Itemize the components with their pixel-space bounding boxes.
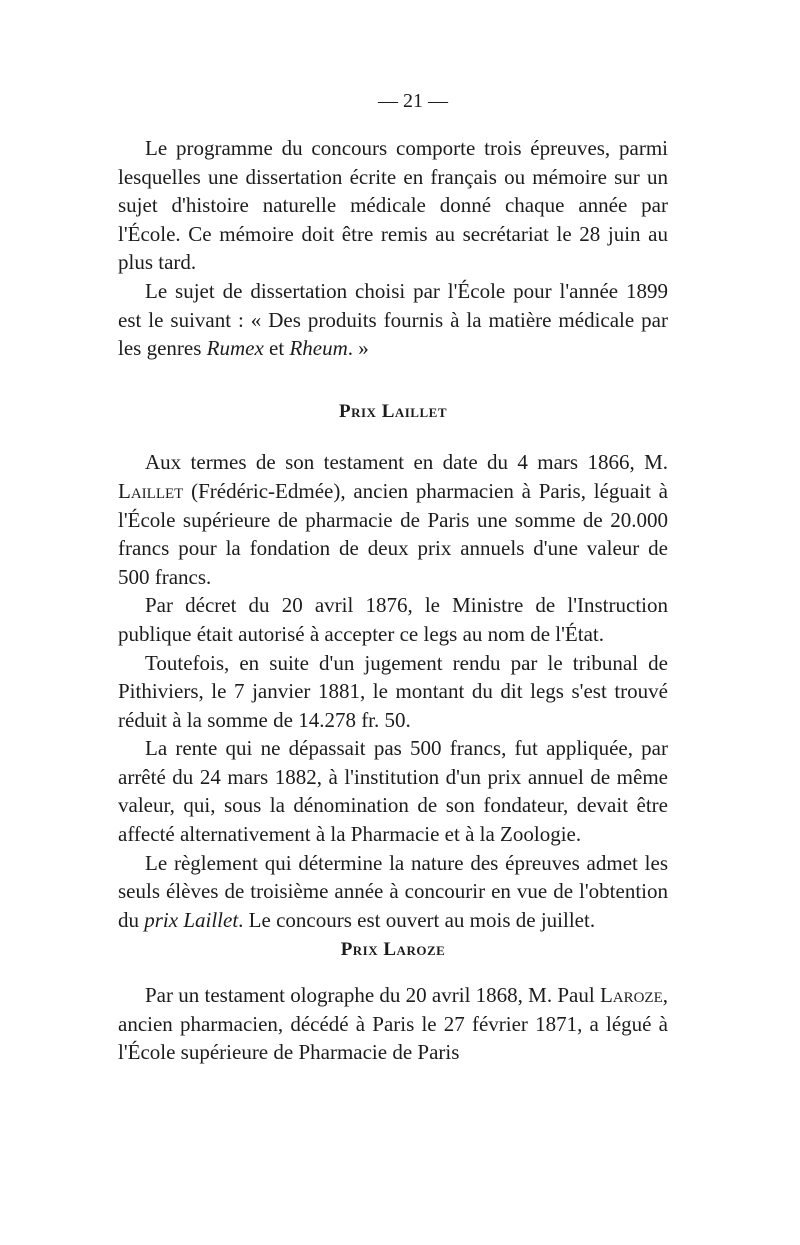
laroze-name: Laroze <box>599 983 663 1008</box>
laillet-paragraph-1-start: Aux termes de son testament en date du 4 mars 1866, M. <box>145 450 668 475</box>
page-number: — 21 — <box>378 90 448 112</box>
intro-paragraph-2-text: Le sujet de dissertation choisi par l'École pour l'année 1899 est le suivant : « Des produits fournis à la matière médicale par les genres <box>118 278 668 361</box>
intro-paragraph-1: Le programme du concours comporte trois épreuves, parmi lesquelles une dissertation écrite en français ou mémoire sur un sujet d'histoire naturelle médicale donné chaque année par l'École. Ce mémoire doit être remis au secrétariat le 28 juin au plus tard. <box>118 136 668 275</box>
genus-rheum: Rheum <box>289 336 348 361</box>
laillet-paragraph-1 <box>118 448 668 591</box>
laillet-paragraph-1-end: (Frédéric-Edmée), ancien pharmacien à Paris, léguait à l'École supérieure de pharmacie de Paris une somme de 20.000 francs pour la fondation de deux prix annuels d'une valeur de 500 francs. <box>118 478 668 589</box>
laroze-paragraph-1 <box>118 981 668 1067</box>
section-title-prix-laroze: Prix Laroze <box>340 939 446 961</box>
laillet-name: Laillet <box>118 478 184 503</box>
section-title-prix-laillet: Prix Laillet <box>339 400 447 422</box>
laroze-paragraph-1-end: , ancien pharmacien, décédé à Paris le 27 février 1871, a légué à l'École supérieure de Pharmacie de Paris <box>118 983 669 1065</box>
intro-paragraph-2-end: . » <box>347 336 369 361</box>
laillet-paragraph-3: Toutefois, en suite d'un jugement rendu par le tribunal de Pithiviers, le 7 janvier 1881, le montant du dit legs s'est trouvé réduit à la somme de 14.278 fr. 50. <box>118 650 668 732</box>
intro-paragraph-2-and: et <box>263 336 290 361</box>
laillet-paragraph-5-start: Le règlement qui détermine la nature des épreuves admet les seuls élèves de troisième année à concourir en vue de l'obtention du <box>118 850 668 932</box>
genus-rumex: Rumex <box>206 336 264 361</box>
laillet-paragraph-4: La rente qui ne dépassait pas 500 francs, fut appliquée, par arrêté du 24 mars 1882, à l'institution d'un prix annuel de même valeur, qui, sous la dénomination de son fondateur, devait être affecté alternativement à la Pharmacie et à la Zoologie. <box>118 736 668 847</box>
intro-paragraph-2 <box>118 277 668 363</box>
laroze-paragraph-1-start: Par un testament olographe du 20 avril 1868, M. Paul <box>145 983 600 1008</box>
laillet-paragraph-5 <box>118 849 668 935</box>
prix-laillet-italic: prix Laillet <box>144 907 239 932</box>
laillet-paragraph-5-end: . Le concours est ouvert au mois de juillet. <box>238 907 596 932</box>
book-page <box>118 88 668 1067</box>
laillet-paragraph-2: Par décret du 20 avril 1876, le Ministre de l'Instruction publique était autorisé à accepter ce legs au nom de l'État. <box>118 593 668 646</box>
